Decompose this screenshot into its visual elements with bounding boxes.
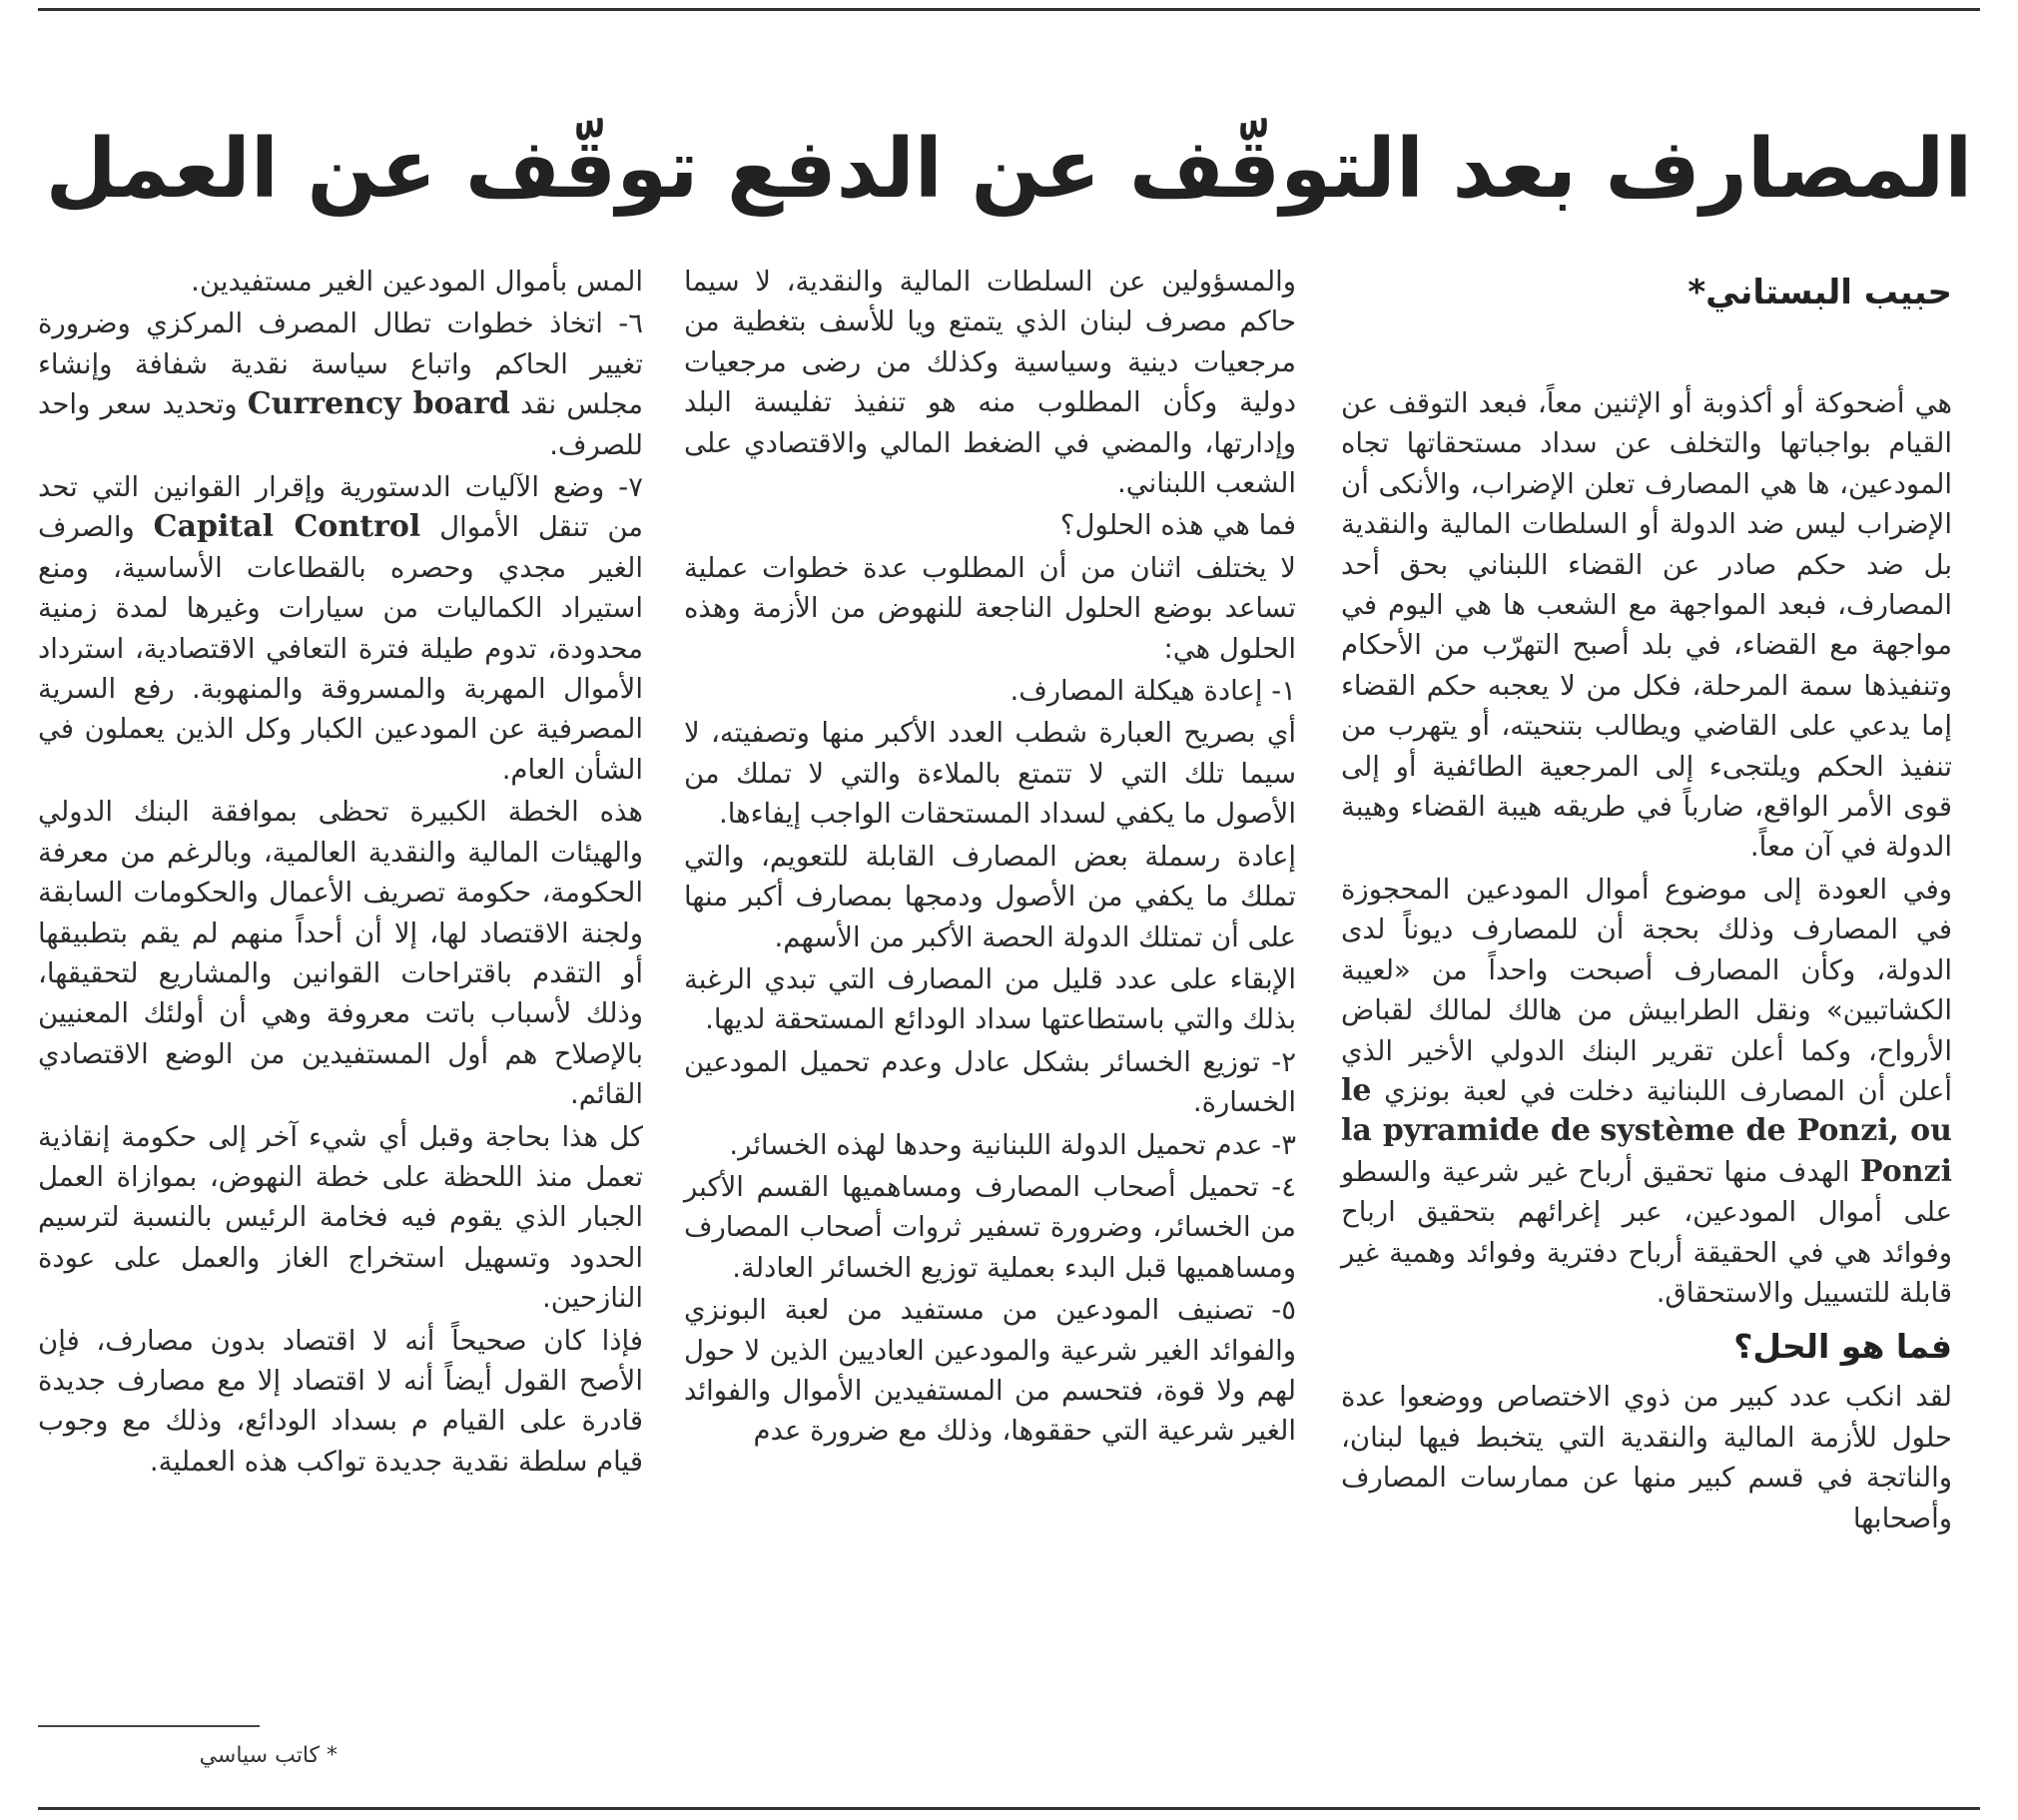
article-column-2 (684, 262, 1296, 1452)
paragraph-text: ٧- وضع الآليات الدستورية وإقرار القوانين التي تحد من تنقل الأموال (38, 471, 644, 544)
list-item: ١- إعادة هيكلة المصارف. (1009, 675, 1296, 708)
article-column-3 (38, 262, 643, 1482)
list-item: ٥- تصنيف المودعين من مستفيد من لعبة البونزي والفوائد الغير شرعية والمودعين العاديين الذين لا حول لهم ولا قوة، فتحسم من المستفيدين الأموال والفوائد الغير شرعية التي حققوها، وذلك مع ضرورة عدم (684, 1294, 1296, 1448)
paragraph: الإبقاء على عدد قليل من المصارف التي تبدي الرغبة بذلك والتي باستطاعتها سداد الودائع المستحقة لديها. (684, 962, 1296, 1036)
list-item (38, 467, 643, 790)
top-rule (38, 8, 1980, 11)
paragraph: فإذا كان صحيحاً أنه لا اقتصاد بدون مصارف، فإن الأصح القول أيضاً أنه لا اقتصاد إلا مع مصارف جديدة قادرة على القيام م بسداد الودائع، وذلك مع وجوب قيام سلطة نقدية جديدة تواكب هذه العملية. (38, 1324, 643, 1478)
paragraph: هذه الخطة الكبيرة تحظى بموافقة البنك الدولي والهيئات المالية والنقدية العالمية، وبالرغم من معرفة الحكومة، حكومة تصريف الأعمال والحكومات السابقة ولجنة الاقتصاد لها، إلا أن أحداً منهم لم يقم بتطبيقها أو التقدم باقتراحات القوانين والمشاريع لتحقيقها، وذلك لأسباب باتت معروفة وهي أن أولئك المعنيين بالإصلاح هم أول المستفيدين من الوضع الاقتصادي القائم. (38, 796, 643, 1111)
paragraph: هي أضحوكة أو أكذوبة أو الإثنين معاً، فبعد التوقف عن القيام بواجباتها والتخلف عن سداد مستحقاتها تجاه المودعين، ها هي المصارف تعلن الإضراب، والأنكى أن الإضراب ليس ضد الدولة أو السلطات المالية والنقدية بل ضد حكم صادر عن القضاء اللبناني بحق أحد المصارف، فبعد المواجهة مع الشعب ها هي اليوم في مواجهة مع القضاء، في بلد أصبح التهرّب من الأحكام وتنفيذها سمة المرحلة، فكل من لا يعجبه حكم القضاء إما يدعي على القاضي ويطالب بتنحيته، أو يتهرب من تنفيذ الحكم ويلتجىء إلى المرجعية الطائفية أو إلى قوى الأمر الواقع، ضارباً في طريقه هيبة القضاء وهيبة الدولة في آن معاً. (1341, 387, 1952, 864)
paragraph: كل هذا بحاجة وقبل أي شيء آخر إلى حكومة إنقاذية تعمل منذ اللحظة على خطة النهوض، بموازاة العمل الجبار الذي يقوم فيه فخامة الرئيس بالنسبة لترسيم الحدود وتسهيل استخراج الغاز والعمل على عودة النازحين. (38, 1120, 643, 1315)
bottom-rule (38, 1807, 1980, 1810)
paragraph-text: وتحديد سعر واحد للصرف. (38, 388, 643, 461)
article-column-1 (1341, 262, 1952, 1538)
paragraph: فما هي هذه الحلول؟ (1059, 509, 1296, 542)
paragraph-text: والصرف الغير مجدي وحصره بالقطاعات الأساسية، ومنع استيراد الكماليات من سيارات وغيرها لمدة زمنية محدودة، تدوم طيلة فترة التعافي الاقتصادية، استرداد الأموال المهربة والمسروقة والمنهوبة. رفع السرية المصرفية عن المودعين الكبار وكل الذين يعملون في الشأن العام. (38, 511, 643, 786)
list-item: ٤- تحميل أصحاب المصارف ومساهميها القسم الأكبر من الخسائر، وضرورة تسفير ثروات أصحاب المصارف ومساهميها قبل البدء بعملية توزيع الخسائر العادلة. (684, 1170, 1296, 1284)
paragraph: أي بصريح العبارة شطب العدد الأكبر منها وتصفيته، لا سيما تلك التي لا تتمتع بالملاءة والتي لا تملك من الأصول ما يكفي لسداد المستحقات الواجب إيفاءها. (684, 717, 1296, 831)
author-footnote: * كاتب سياسي (199, 1743, 337, 1768)
section-subhead: فما هو الحل؟ (1733, 1327, 1952, 1367)
paragraph: والمسؤولين عن السلطات المالية والنقدية، لا سيما حاكم مصرف لبنان الذي يتمتع ويا للأسف بتغطية من مرجعيات دينية وسياسية وكذلك من رضى مرجعيات دولية وكأن المطلوب منه هو تنفيذ تفليسة البلد وإدارتها، والمضي في الضغط المالي والاقتصادي على الشعب اللبناني. (684, 266, 1296, 500)
paragraph-text: ٦- اتخاذ خطوات تطال المصرف المركزي وضرورة تغيير الحاكم واتباع سياسة نقدية شفافة وإنشاء مجلس نقد (38, 307, 643, 421)
footnote-rule (38, 1725, 260, 1727)
paragraph-text: وفي العودة إلى موضوع أموال المودعين المحجوزة في المصارف وذلك بحجة أن للمصارف ديوناً لدى الدولة، وكأن المصارف أصبحت واحداً من «لعيبة الكشاتبين» ونقل الطرابيش من هالك لمالك لقباض الأرواح، وكما أعلن تقرير البنك الدولي الأخير الذي أعلن أن المصارف اللبنانية دخلت في لعبة بونزي (1341, 873, 1952, 1107)
latin-term: Capital Control (153, 509, 421, 545)
latin-term: le système de Ponzi, ou (1341, 1072, 1952, 1149)
paragraph: إعادة رسملة بعض المصارف القابلة للتعويم، والتي تملك ما يكفي من الأصول ودمجها بمصارف أكبر منها على أن تمتلك الدولة الحصة الأكبر من الأسهم. (684, 840, 1296, 953)
paragraph: المس بأموال المودعين الغير مستفيدين. (191, 266, 643, 298)
list-item: ٣- عدم تحميل الدولة اللبنانية وحدها لهذه الخسائر. (729, 1128, 1296, 1161)
list-item (38, 303, 643, 465)
author-byline: حبيب البستاني* (1687, 273, 1952, 312)
article-headline: المصارف بعد التوقّف عن الدفع توقّف عن العمل (45, 122, 1973, 217)
latin-term: la pyramide de Ponzi (1341, 1113, 1952, 1189)
paragraph (1341, 870, 1952, 1313)
paragraph: لا يختلف اثنان من أن المطلوب عدة خطوات عملية تساعد بوضع الحلول الناجعة للنهوض من الأزمة وهذه الحلول هي: (684, 551, 1296, 665)
latin-term: Currency board (247, 386, 510, 422)
paragraph-text: الهدف منها تحقيق أرباح غير شرعية والسطو على أموال المودعين، عبر إغرائهم بتحقيق ارباح وفوائد هي في الحقيقة أرباح دفترية وفوائد وهمية غير قابلة للتسييل والاستحقاق. (1341, 1155, 1952, 1309)
list-item: ٢- توزيع الخسائر بشكل عادل وعدم تحميل المودعين الخسارة. (684, 1045, 1296, 1119)
paragraph: لقد انكب عدد كبير من ذوي الاختصاص ووضعوا عدة حلول للأزمة المالية والنقدية التي يتخبط فيها لبنان، والناتجة في قسم كبير منها عن ممارسات المصارف وأصحابها (1341, 1381, 1952, 1534)
